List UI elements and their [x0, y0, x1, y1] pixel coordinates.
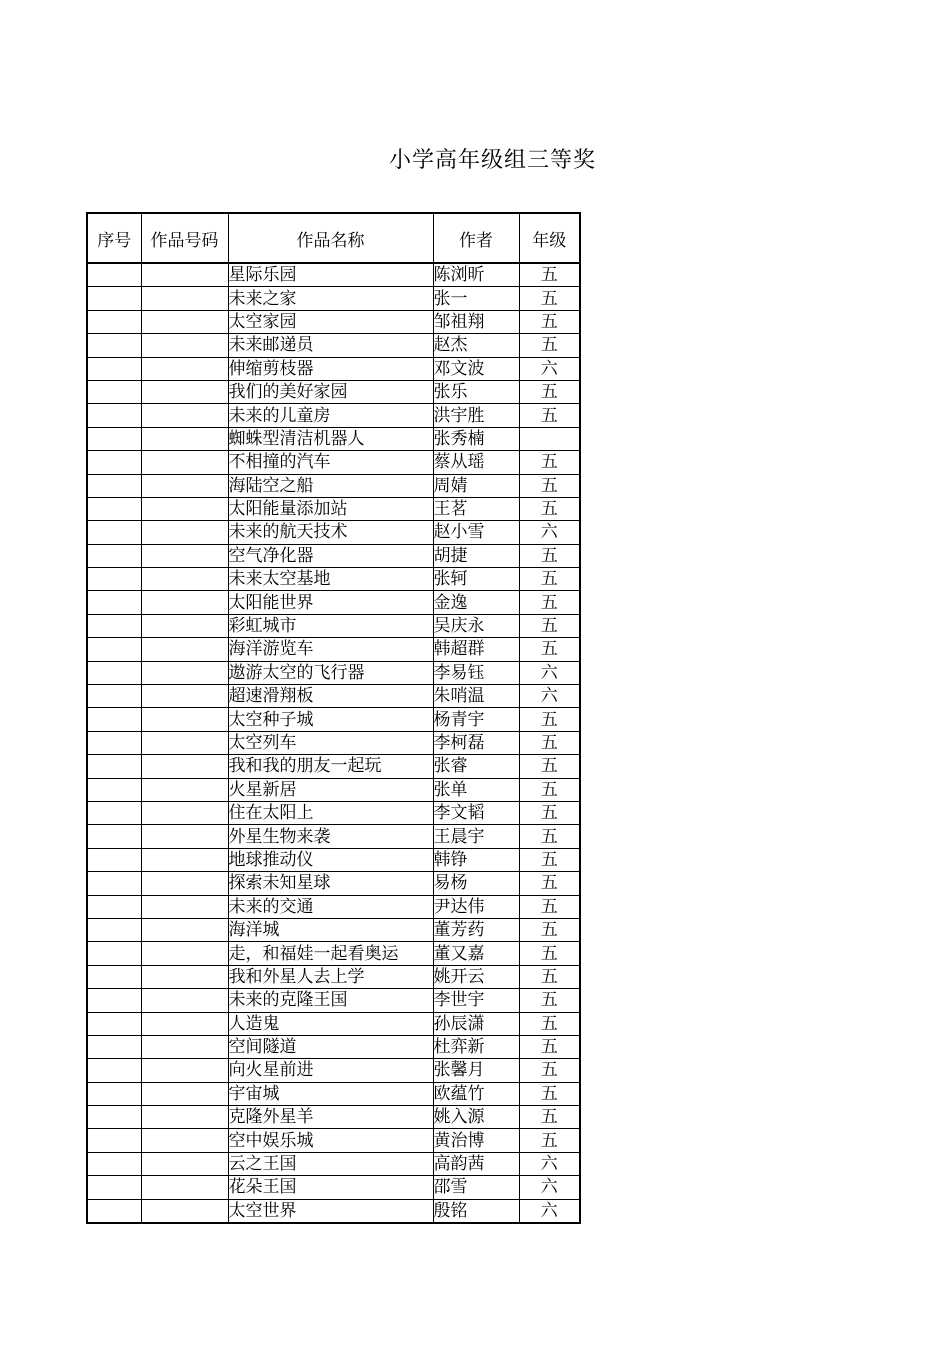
grade-cell: 五 [519, 404, 580, 427]
serial-cell [87, 1152, 141, 1175]
code-cell [141, 848, 228, 871]
work-name-cell: 星际乐园 [228, 263, 433, 287]
table-row [87, 310, 580, 333]
serial-cell [87, 1106, 141, 1129]
grade-cell: 五 [519, 380, 580, 403]
code-cell [141, 614, 228, 637]
code-cell [141, 1176, 228, 1199]
header-grade: 年级 [519, 213, 580, 263]
table-row [87, 872, 580, 895]
table-row [87, 708, 580, 731]
serial-cell [87, 334, 141, 357]
code-cell [141, 1059, 228, 1082]
grade-cell: 五 [519, 1035, 580, 1058]
serial-cell [87, 1199, 141, 1223]
table-row [87, 685, 580, 708]
author-cell: 张乐 [433, 380, 519, 403]
work-name-cell: 我和外星人去上学 [228, 965, 433, 988]
table-row [87, 895, 580, 918]
author-cell: 杜弈新 [433, 1035, 519, 1058]
author-cell: 张单 [433, 778, 519, 801]
work-name-cell: 彩虹城市 [228, 614, 433, 637]
table-row [87, 568, 580, 591]
serial-cell [87, 989, 141, 1012]
serial-cell [87, 685, 141, 708]
serial-cell [87, 778, 141, 801]
table-row [87, 1106, 580, 1129]
grade-cell: 五 [519, 334, 580, 357]
table-row [87, 918, 580, 941]
author-cell: 董又嘉 [433, 942, 519, 965]
grade-cell: 五 [519, 638, 580, 661]
work-name-cell: 海洋游览车 [228, 638, 433, 661]
work-name-cell: 海洋城 [228, 918, 433, 941]
work-name-cell: 花朵王国 [228, 1176, 433, 1199]
code-cell [141, 591, 228, 614]
table-row [87, 661, 580, 684]
serial-cell [87, 1035, 141, 1058]
serial-cell [87, 474, 141, 497]
author-cell: 李易钰 [433, 661, 519, 684]
work-name-cell: 宇宙城 [228, 1082, 433, 1105]
code-cell [141, 404, 228, 427]
table-row [87, 1152, 580, 1175]
code-cell [141, 801, 228, 824]
author-cell: 张轲 [433, 568, 519, 591]
grade-cell: 五 [519, 848, 580, 871]
table-row [87, 755, 580, 778]
code-cell [141, 568, 228, 591]
work-name-cell: 我和我的朋友一起玩 [228, 755, 433, 778]
table-row [87, 544, 580, 567]
table-row [87, 287, 580, 310]
serial-cell [87, 918, 141, 941]
code-cell [141, 1106, 228, 1129]
author-cell: 李文韬 [433, 801, 519, 824]
code-cell [141, 965, 228, 988]
grade-cell: 五 [519, 544, 580, 567]
code-cell [141, 287, 228, 310]
code-cell [141, 544, 228, 567]
author-cell: 蔡从瑶 [433, 451, 519, 474]
author-cell: 胡捷 [433, 544, 519, 567]
serial-cell [87, 380, 141, 403]
work-name-cell: 太阳能量添加站 [228, 497, 433, 520]
author-cell: 董芳药 [433, 918, 519, 941]
page-title: 小学高年级组三等奖 [388, 148, 596, 173]
work-name-cell: 未来邮递员 [228, 334, 433, 357]
grade-cell: 五 [519, 825, 580, 848]
author-cell: 邵雪 [433, 1176, 519, 1199]
grade-cell: 五 [519, 965, 580, 988]
grade-cell: 五 [519, 614, 580, 637]
author-cell: 周婧 [433, 474, 519, 497]
header-row [87, 213, 580, 263]
grade-cell: 五 [519, 942, 580, 965]
code-cell [141, 380, 228, 403]
work-name-cell: 克隆外星羊 [228, 1106, 433, 1129]
code-cell [141, 1012, 228, 1035]
work-name-cell: 人造鬼 [228, 1012, 433, 1035]
work-name-cell: 我们的美好家园 [228, 380, 433, 403]
serial-cell [87, 1082, 141, 1105]
work-name-cell: 火星新居 [228, 778, 433, 801]
awards-table [86, 212, 581, 1224]
code-cell [141, 708, 228, 731]
grade-cell: 五 [519, 474, 580, 497]
code-cell [141, 1035, 228, 1058]
header-serial-number: 序号 [87, 213, 141, 263]
serial-cell [87, 1012, 141, 1035]
author-cell: 王茗 [433, 497, 519, 520]
author-cell: 高韵茜 [433, 1152, 519, 1175]
grade-cell: 六 [519, 1199, 580, 1223]
author-cell: 孙辰潇 [433, 1012, 519, 1035]
grade-cell: 五 [519, 1106, 580, 1129]
author-cell: 赵小雪 [433, 521, 519, 544]
serial-cell [87, 1129, 141, 1152]
serial-cell [87, 263, 141, 287]
work-name-cell: 外星生物来袭 [228, 825, 433, 848]
work-name-cell: 太空家园 [228, 310, 433, 333]
code-cell [141, 357, 228, 380]
grade-cell: 五 [519, 497, 580, 520]
work-name-cell: 地球推动仪 [228, 848, 433, 871]
work-name-cell: 未来之家 [228, 287, 433, 310]
grade-cell: 五 [519, 708, 580, 731]
code-cell [141, 685, 228, 708]
work-name-cell: 未来的航天技术 [228, 521, 433, 544]
work-name-cell: 空气净化器 [228, 544, 433, 567]
author-cell: 邹祖翔 [433, 310, 519, 333]
code-cell [141, 334, 228, 357]
grade-cell: 五 [519, 778, 580, 801]
table-row [87, 591, 580, 614]
author-cell: 尹达伟 [433, 895, 519, 918]
serial-cell [87, 310, 141, 333]
serial-cell [87, 357, 141, 380]
table-row [87, 521, 580, 544]
author-cell: 韩铮 [433, 848, 519, 871]
grade-cell: 五 [519, 918, 580, 941]
table-row [87, 989, 580, 1012]
table-row [87, 825, 580, 848]
author-cell: 赵杰 [433, 334, 519, 357]
serial-cell [87, 708, 141, 731]
table-row [87, 731, 580, 754]
work-name-cell: 空间隧道 [228, 1035, 433, 1058]
serial-cell [87, 614, 141, 637]
work-name-cell: 住在太阳上 [228, 801, 433, 824]
code-cell [141, 918, 228, 941]
grade-cell: 五 [519, 1082, 580, 1105]
serial-cell [87, 521, 141, 544]
grade-cell: 六 [519, 661, 580, 684]
author-cell: 易杨 [433, 872, 519, 895]
table-row [87, 357, 580, 380]
author-cell: 李世宇 [433, 989, 519, 1012]
author-cell: 殷铭 [433, 1199, 519, 1223]
author-cell: 姚入源 [433, 1106, 519, 1129]
table-row [87, 334, 580, 357]
grade-cell: 六 [519, 685, 580, 708]
work-name-cell: 空中娱乐城 [228, 1129, 433, 1152]
serial-cell [87, 965, 141, 988]
code-cell [141, 1129, 228, 1152]
work-name-cell: 云之王国 [228, 1152, 433, 1175]
grade-cell: 五 [519, 989, 580, 1012]
header-author: 作者 [433, 213, 519, 263]
grade-cell: 五 [519, 801, 580, 824]
header-work-code: 作品号码 [141, 213, 228, 263]
work-name-cell: 未来太空基地 [228, 568, 433, 591]
table-row [87, 1176, 580, 1199]
code-cell [141, 474, 228, 497]
table-row [87, 497, 580, 520]
table-row [87, 404, 580, 427]
serial-cell [87, 1059, 141, 1082]
work-name-cell: 伸缩剪枝器 [228, 357, 433, 380]
work-name-cell: 太空列车 [228, 731, 433, 754]
table-body [87, 263, 580, 1223]
author-cell: 朱哨温 [433, 685, 519, 708]
serial-cell [87, 1176, 141, 1199]
work-name-cell: 太阳能世界 [228, 591, 433, 614]
table-row [87, 801, 580, 824]
code-cell [141, 1082, 228, 1105]
serial-cell [87, 544, 141, 567]
author-cell: 张一 [433, 287, 519, 310]
code-cell [141, 989, 228, 1012]
table-row [87, 965, 580, 988]
grade-cell: 五 [519, 1059, 580, 1082]
serial-cell [87, 591, 141, 614]
table-row [87, 1012, 580, 1035]
work-name-cell: 太空世界 [228, 1199, 433, 1223]
code-cell [141, 825, 228, 848]
grade-cell: 五 [519, 568, 580, 591]
author-cell: 邓文波 [433, 357, 519, 380]
code-cell [141, 942, 228, 965]
work-name-cell: 海陆空之船 [228, 474, 433, 497]
code-cell [141, 1152, 228, 1175]
grade-cell: 五 [519, 591, 580, 614]
work-name-cell: 走，和福娃一起看奥运 [228, 942, 433, 965]
serial-cell [87, 568, 141, 591]
code-cell [141, 638, 228, 661]
serial-cell [87, 287, 141, 310]
grade-cell: 五 [519, 872, 580, 895]
table-row [87, 451, 580, 474]
author-cell: 张秀楠 [433, 427, 519, 450]
table-row [87, 1199, 580, 1223]
code-cell [141, 310, 228, 333]
table-row [87, 1082, 580, 1105]
code-cell [141, 731, 228, 754]
serial-cell [87, 638, 141, 661]
grade-cell: 五 [519, 1012, 580, 1035]
serial-cell [87, 427, 141, 450]
grade-cell: 五 [519, 287, 580, 310]
grade-cell: 五 [519, 310, 580, 333]
code-cell [141, 263, 228, 287]
work-name-cell: 未来的儿童房 [228, 404, 433, 427]
serial-cell [87, 755, 141, 778]
table-row [87, 474, 580, 497]
serial-cell [87, 801, 141, 824]
table-row [87, 1035, 580, 1058]
work-name-cell: 太空种子城 [228, 708, 433, 731]
header-work-name: 作品名称 [228, 213, 433, 263]
table-row [87, 1129, 580, 1152]
serial-cell [87, 451, 141, 474]
grade-cell: 六 [519, 1176, 580, 1199]
work-name-cell: 未来的交通 [228, 895, 433, 918]
author-cell: 韩超群 [433, 638, 519, 661]
table-row [87, 380, 580, 403]
author-cell: 洪宇胜 [433, 404, 519, 427]
serial-cell [87, 848, 141, 871]
author-cell: 王晨宇 [433, 825, 519, 848]
author-cell: 金逸 [433, 591, 519, 614]
serial-cell [87, 825, 141, 848]
work-name-cell: 蜘蛛型清洁机器人 [228, 427, 433, 450]
author-cell: 张睿 [433, 755, 519, 778]
code-cell [141, 661, 228, 684]
serial-cell [87, 895, 141, 918]
work-name-cell: 遨游太空的飞行器 [228, 661, 433, 684]
serial-cell [87, 661, 141, 684]
grade-cell: 五 [519, 263, 580, 287]
table-row [87, 263, 580, 287]
work-name-cell: 不相撞的汽车 [228, 451, 433, 474]
serial-cell [87, 731, 141, 754]
work-name-cell: 未来的克隆王国 [228, 989, 433, 1012]
code-cell [141, 755, 228, 778]
grade-cell: 五 [519, 1129, 580, 1152]
author-cell: 吴庆永 [433, 614, 519, 637]
grade-cell: 六 [519, 1152, 580, 1175]
work-name-cell: 向火星前进 [228, 1059, 433, 1082]
author-cell: 杨青宇 [433, 708, 519, 731]
table-row [87, 614, 580, 637]
author-cell: 陈浏昕 [433, 263, 519, 287]
table-row [87, 848, 580, 871]
code-cell [141, 778, 228, 801]
table-header [87, 213, 580, 263]
code-cell [141, 1199, 228, 1223]
author-cell: 姚开云 [433, 965, 519, 988]
code-cell [141, 497, 228, 520]
table-row [87, 1059, 580, 1082]
code-cell [141, 451, 228, 474]
author-cell: 黄治博 [433, 1129, 519, 1152]
code-cell [141, 521, 228, 544]
serial-cell [87, 404, 141, 427]
serial-cell [87, 497, 141, 520]
author-cell: 李柯磊 [433, 731, 519, 754]
grade-cell: 六 [519, 521, 580, 544]
grade-cell: 五 [519, 895, 580, 918]
grade-cell: 五 [519, 451, 580, 474]
author-cell: 张馨月 [433, 1059, 519, 1082]
table-row [87, 942, 580, 965]
code-cell [141, 895, 228, 918]
table-row [87, 778, 580, 801]
grade-cell: 五 [519, 731, 580, 754]
code-cell [141, 427, 228, 450]
work-name-cell: 超速滑翔板 [228, 685, 433, 708]
work-name-cell: 探索未知星球 [228, 872, 433, 895]
table-row [87, 638, 580, 661]
author-cell: 欧蕴竹 [433, 1082, 519, 1105]
grade-cell [519, 427, 580, 450]
serial-cell [87, 872, 141, 895]
grade-cell: 六 [519, 357, 580, 380]
serial-cell [87, 942, 141, 965]
code-cell [141, 872, 228, 895]
table-row [87, 427, 580, 450]
grade-cell: 五 [519, 755, 580, 778]
